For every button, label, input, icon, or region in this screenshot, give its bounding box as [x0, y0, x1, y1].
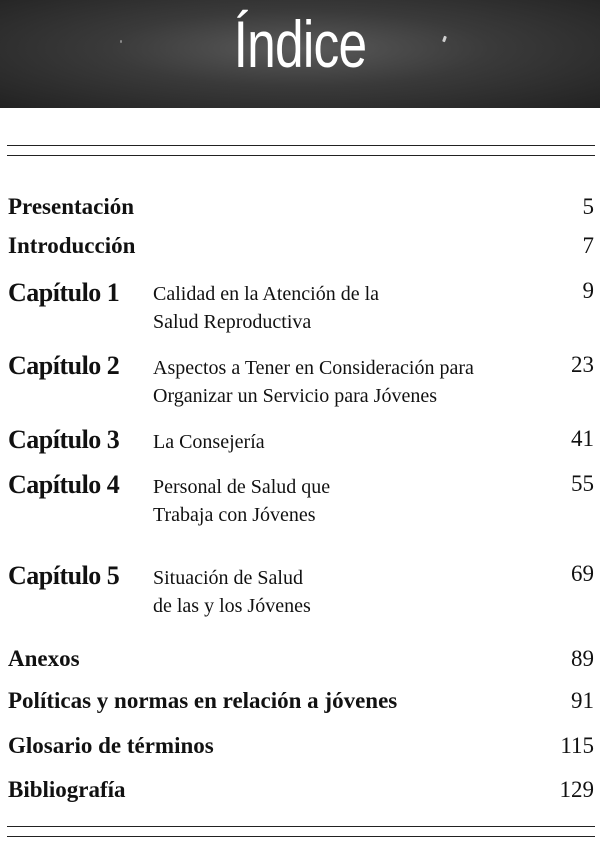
- top-rule: [7, 145, 595, 146]
- page-title: Índice: [233, 7, 367, 81]
- toc-page-number: 89: [571, 646, 594, 671]
- toc-page-number: 115: [560, 733, 594, 758]
- toc-page-number: 9: [582, 278, 594, 303]
- top-rule: [7, 155, 595, 156]
- chapter-title-line: Situación de Salud: [153, 567, 303, 589]
- chapter-title-line: Aspectos a Tener en Consideración para: [153, 357, 474, 379]
- chapter-title-line: de las y los Jóvenes: [153, 595, 311, 617]
- chapter-title-line: Salud Reproductiva: [153, 311, 312, 333]
- header-banner: [0, 0, 600, 108]
- toc-page-number: 55: [571, 471, 594, 496]
- toc-entry-label: Glosario de términos: [8, 733, 214, 758]
- chapter-title-line: Organizar un Servicio para Jóvenes: [153, 385, 437, 407]
- toc-entry-label: Bibliografía: [8, 777, 126, 802]
- toc-page-number: 91: [571, 688, 594, 713]
- bottom-rule: [7, 826, 595, 827]
- toc-page-number: 129: [559, 777, 594, 802]
- toc-page-number: 41: [571, 426, 594, 451]
- toc-entry-label: Presentación: [8, 194, 135, 219]
- chapter-label: Capítulo 5: [8, 561, 120, 590]
- toc-page-number: 69: [571, 561, 594, 586]
- chapter-label: Capítulo 4: [8, 470, 120, 499]
- bottom-rule: [7, 836, 595, 837]
- chapter-title-line: Calidad en la Atención de la: [153, 283, 380, 305]
- toc-page-number: 23: [571, 352, 594, 377]
- toc-page-number: 7: [582, 233, 594, 258]
- chapter-title-line: Trabaja con Jóvenes: [153, 504, 316, 526]
- toc-entry-label: Anexos: [8, 646, 80, 671]
- toc-entry-label: Introducción: [8, 233, 136, 258]
- chapter-label: Capítulo 2: [8, 351, 120, 380]
- chapter-title-line: Personal de Salud que: [153, 476, 331, 498]
- chapter-label: Capítulo 3: [8, 425, 120, 454]
- chapter-label: Capítulo 1: [8, 278, 120, 307]
- chapter-title-line: La Consejería: [153, 431, 265, 453]
- toc-entry-label: Políticas y normas en relación a jóvenes: [8, 688, 398, 713]
- toc-page-number: 5: [582, 194, 594, 219]
